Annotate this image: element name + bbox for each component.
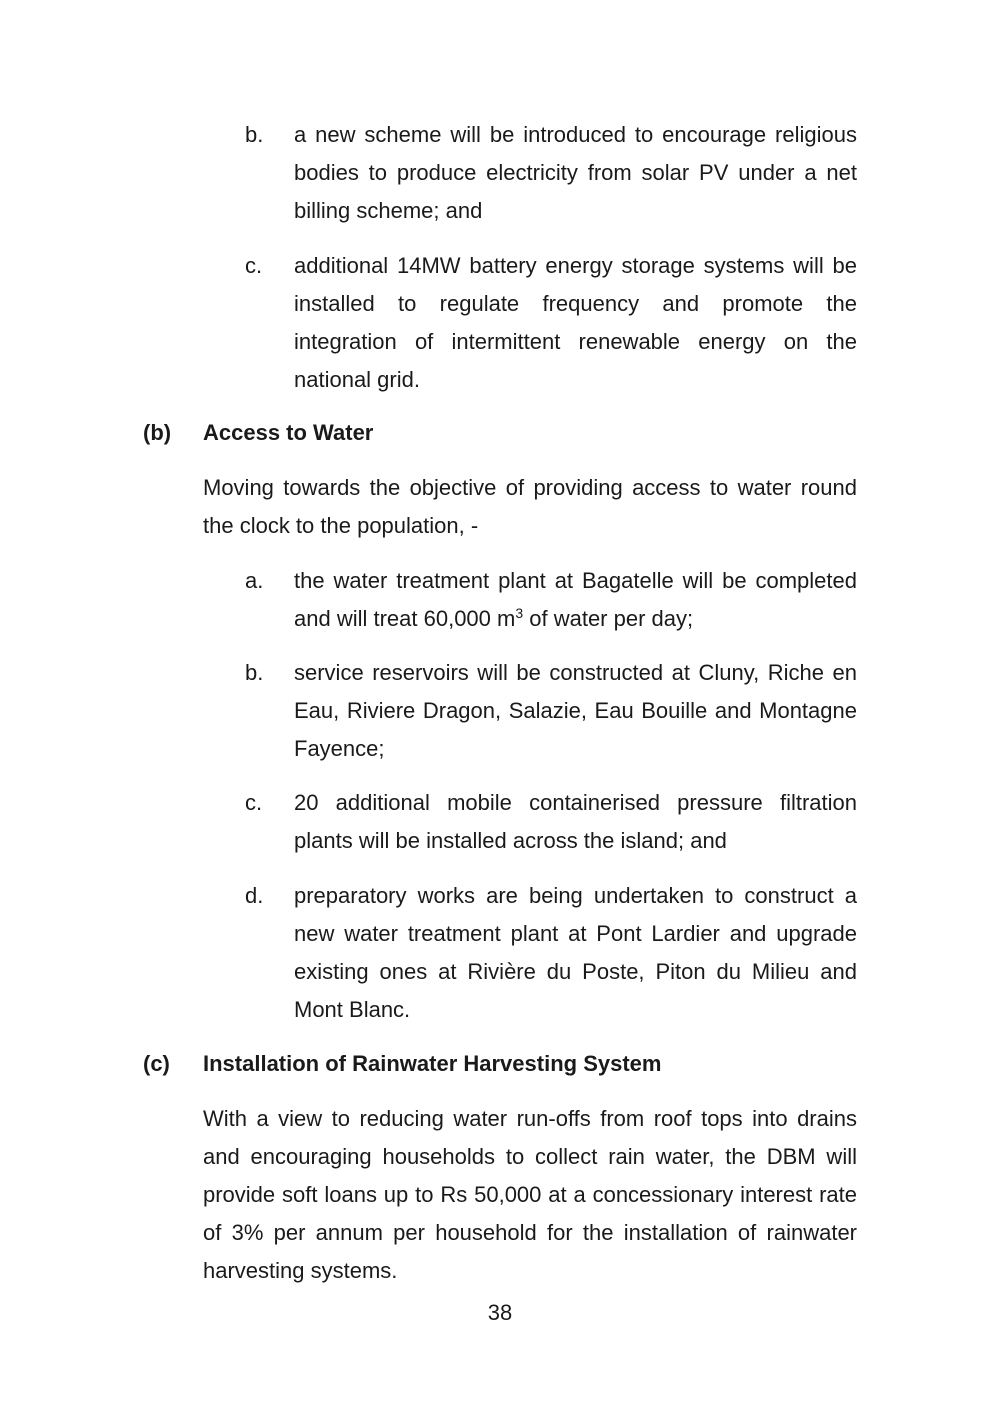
list-item	[245, 116, 857, 230]
list-item	[245, 247, 857, 399]
list-marker: c.	[245, 253, 263, 278]
list-item	[245, 877, 857, 1029]
section-heading-c	[143, 1045, 857, 1083]
section-intro: Moving towards the objective of providing access to water round the clock to the population, -	[203, 475, 857, 538]
list-marker: c.	[245, 790, 263, 815]
superscript: 3	[515, 605, 524, 621]
list-item	[245, 784, 857, 860]
list-marker: d.	[245, 883, 264, 908]
list-marker: a.	[245, 568, 264, 593]
item-text-before: the water treatment plant at Bagatelle will be completed and will treat 60,000 m	[294, 568, 857, 631]
list-marker: b.	[245, 122, 264, 147]
section-marker: (c)	[143, 1051, 170, 1076]
list-item	[245, 654, 857, 768]
list-marker: b.	[245, 660, 264, 685]
section-heading-b	[143, 414, 857, 452]
section-title: Access to Water	[203, 420, 374, 445]
section-title: Installation of Rainwater Harvesting System	[203, 1051, 662, 1076]
list-item	[245, 562, 857, 638]
section-marker: (b)	[143, 420, 172, 445]
section-body: With a view to reducing water run-offs from roof tops into drains and encouraging households to collect rain water, the DBM will provide soft loans up to Rs 50,000 at a concessionary interest rate of 3% per annum per household for the installation of rainwater harvesting systems.	[203, 1106, 857, 1283]
list-item-text: 20 additional mobile containerised pressure filtration plants will be installed across the island; and	[294, 790, 857, 853]
list-item-text: additional 14MW battery energy storage systems will be installed to regulate frequency and promote the integration of intermittent renewable energy on the national grid.	[294, 253, 857, 392]
list-item-text: service reservoirs will be constructed at Cluny, Riche en Eau, Riviere Dragon, Salazie, Eau Bouille and Montagne Fayence;	[294, 660, 857, 761]
list-item-text	[294, 562, 857, 638]
page-number: 38	[487, 1300, 513, 1325]
list-item-text: preparatory works are being undertaken to construct a new water treatment plant at Pont Lardier and upgrade existing ones at Rivière du Poste, Piton du Milieu and Mont Blanc.	[294, 883, 857, 1022]
list-item-text: a new scheme will be introduced to encourage religious bodies to produce electricity from solar PV under a net billing scheme; and	[294, 122, 857, 223]
item-text-after: of water per day;	[523, 606, 694, 631]
